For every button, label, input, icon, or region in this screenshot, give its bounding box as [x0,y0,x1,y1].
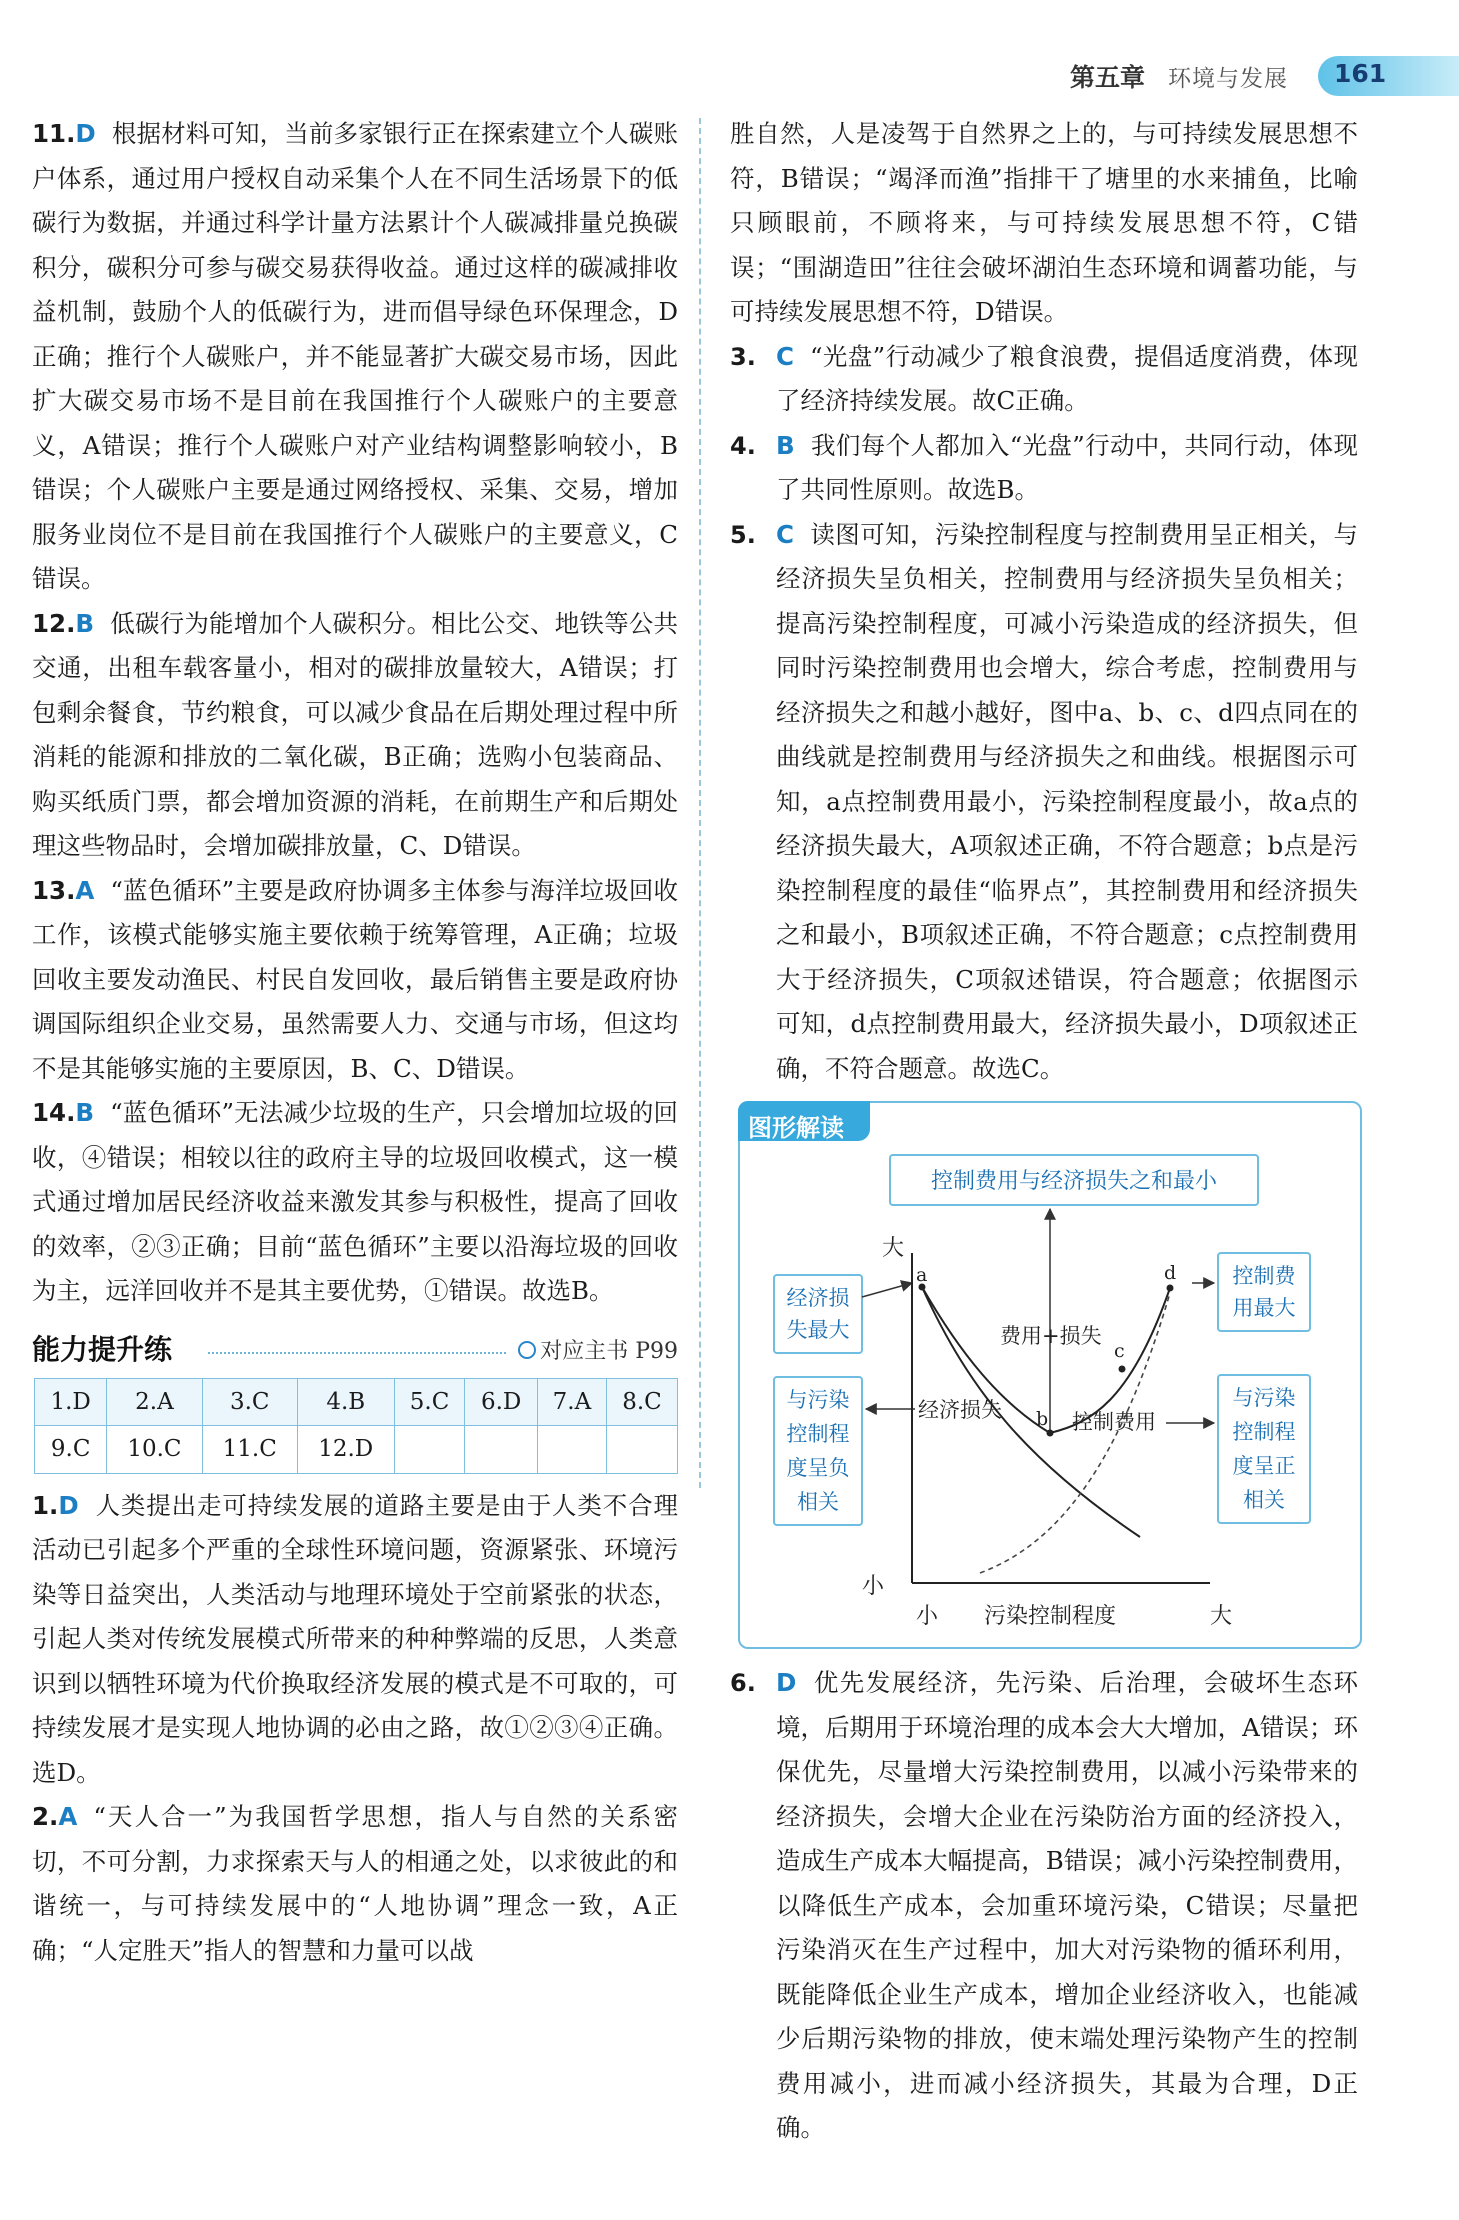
figure-tag [738,1101,870,1141]
question-number: 2. [32,1802,59,1831]
answer-item [730,1661,1358,2151]
page-number: 161 [1334,59,1387,88]
note-box-line: 用最大 [1232,1296,1296,1320]
question-number: 12. [32,608,76,638]
table-cell: 7.A [537,1378,606,1426]
section-reference-text: 对应主书 P99 [540,1338,678,1364]
figure-tag-label: 图形解读 [748,1114,844,1142]
answer-text: 优先发展经济，先污染、后治理，会破坏生态环境，后期用于环境治理的成本会大大增加，A错误；环保优先，尽量增大污染控制费用，以减小污染带来的经济损失，会增大企业在污染防治方面的经济投入，造成生产成本大幅提高，B错误；减小污染控制费用，以降低生产成本，会加重环境污染，C错误；尽量把污染消灭在生产过程中，加大对污染物的循环利用，既能降低企业生产成本，增加企业经济收入，也能减少后期污染物的排放，使末端处理污染物产生的控制费用减小，进而减小经济损失，其最为合理，D正确。 [776,1668,1358,2142]
answer-text: “蓝色循环”主要是政府协调多主体参与海洋垃圾回收工作，该模式能够实施主要依赖于统筹管理，A正确；垃圾回收主要发动渔民、村民自发回收，最后销售主要是政府协调国际组织企业交易，虽然需要人力、交通与市场，但这均不是其能够实施的主要原因，B、C、D错误。 [32,875,678,1083]
table-cell: 9.C [35,1426,107,1474]
answer-continuation: 胜自然，人是凌驾于自然界之上的，与可持续发展思想不符，B错误；“竭泽而渔”指排干了塘里的水来捕鱼，比喻只顾眼前，不顾将来，与可持续发展思想不符，C错误；“围湖造田”往往会破坏湖泊生态环境和调蓄功能，与可持续发展思想不符，D错误。 [730,119,1358,326]
curve-sum-label: 费用+损失 [1000,1324,1102,1348]
note-box-line: 控制程 [786,1422,850,1446]
magnifier-icon [518,1341,536,1359]
question-number: 3. [730,342,756,371]
table-cell [394,1426,465,1474]
table-cell: 2.A [107,1378,202,1426]
table-cell: 5.C [394,1378,465,1426]
point-c [1119,1366,1126,1373]
answer-item [730,513,1358,1092]
answer-text: 人类提出走可持续发展的道路主要是由于人类不合理活动已引起多个严重的全球性环境问题，资源紧张、环境污染等日益突出，人类活动与地理环境处于空前紧张的状态，引起人类对传统发展模式所带来的种种弊端的反思，人类意识到以牺牲环境为代价换取经济发展的模式是不可取的，可持续发展才是实现人地协调的必由之路，故①②③④正确。选D。 [32,1490,678,1787]
note-box-line: 失最大 [786,1318,850,1342]
answer-key-table [34,1378,678,1474]
right-column [730,112,1358,2151]
question-number: 1. [32,1490,59,1520]
page-header [1040,56,1459,96]
answer-item [32,1795,678,1973]
note-box-line: 控制程 [1232,1420,1296,1444]
answer-letter: C [776,519,794,549]
question-number: 14. [32,1098,76,1127]
answer-item [32,112,678,602]
point-d [1167,1285,1174,1292]
table-cell: 1.D [35,1378,107,1426]
answer-text: “蓝色循环”无法减少垃圾的生产，只会增加垃圾的回收，④错误；相较以往的政府主导的垃圾回收模式，这一模式通过增加居民经济收益来激发其参与积极性，提高了回收的效率，②③正确；目前“蓝色循环”主要以沿海垃圾的回收为主，远洋回收并不是其主要优势，①错误。故选B。 [32,1098,678,1305]
y-axis-max-label: 大 [882,1236,905,1261]
arrow [862,1283,912,1297]
note-box-line: 与污染 [786,1388,850,1412]
answer-letter: B [75,608,95,638]
chapter-title: 环境与发展 [1168,66,1288,92]
table-row [35,1378,678,1426]
table-cell: 10.C [107,1426,202,1474]
column-divider [699,118,701,1488]
answer-text: 根据材料可知，当前多家银行正在探索建立个人碳账户体系，通过用户授权自动采集个人在不同生活场景下的低碳行为数据，并通过科学计量方法累计个人碳减排量兑换碳积分，碳积分可参与碳交易获得收益。通过这样的碳减排收益机制，鼓励个人的低碳行为，进而倡导绿色环保理念，D正确；推行个人碳账户，并不能显著扩大碳交易市场，因此扩大碳交易市场不是目前在我国推行个人碳账户的主要意义，A错误；推行个人碳账户对产业结构调整影响较小，B错误；个人碳账户主要是通过网络授权、采集、交易，增加服务业岗位不是目前在我国推行个人碳账户的主要意义，C错误。 [32,119,678,593]
answer-letter: A [75,875,95,905]
question-number: 4. [730,431,756,460]
table-cell [607,1426,678,1474]
point-b-label: b [1036,1408,1049,1430]
question-number: 11. [32,119,76,148]
note-box-line: 相关 [797,1490,839,1514]
figure-diagram [740,1103,1360,1647]
answer-item [32,1484,678,1796]
table-cell [537,1426,606,1474]
page-number-badge [1318,56,1459,96]
answer-item [32,869,678,1092]
section-reference [518,1330,678,1375]
table-cell: 12.D [297,1426,394,1474]
figure-panel [738,1101,1362,1649]
note-box-line: 与污染 [1232,1386,1296,1410]
answer-text: “光盘”行动减少了粮食浪费，提倡适度消费，体现了经济持续发展。故C正确。 [776,341,1358,415]
answer-letter: B [75,1098,95,1127]
curve-cost-label: 控制费用 [1072,1410,1156,1434]
question-number: 13. [32,875,76,905]
note-box-line: 控制费 [1232,1264,1296,1288]
point-c-label: c [1114,1340,1125,1362]
answer-letter: B [776,430,795,460]
note-box-line: 经济损 [786,1286,850,1310]
point-b [1047,1430,1054,1437]
note-box-line: 度呈正 [1232,1454,1296,1478]
chapter-label: 第五章 [1070,63,1146,92]
x-axis-title: 污染控制程度 [984,1604,1117,1629]
question-number: 5. [730,520,756,549]
x-axis-min-label: 小 [916,1604,939,1629]
answer-text: 读图可知，污染控制程度与控制费用呈正相关，与经济损失呈负相关，控制费用与经济损失呈负相关；提高污染控制程度，可减小污染造成的经济损失，但同时污染控制费用也会增大，综合考虑，控制费用与经济损失之和越小越好，图中a、b、c、d四点同在的曲线就是控制费用与经济损失之和曲线。根据图示可知，a点控制费用最小，污染控制程度最小，故a点的经济损失最大，A项叙述正确，不符合题意；b点是污染控制程度的最佳“临界点”，其控制费用和经济损失之和最小，B项叙述正确，不符合题意；c点控制费用大于经济损失，C项叙述错误，符合题意；依据图示可知，d点控制费用最大，经济损失最小，D项叙述正确，不符合题意。故选C。 [776,519,1358,1083]
answer-item [730,424,1358,513]
x-axis-max-label: 大 [1210,1604,1233,1629]
table-cell: 11.C [202,1426,297,1474]
note-box-line: 度呈负 [786,1456,850,1480]
answer-item [32,1091,678,1314]
question-number: 6. [730,1669,756,1697]
answer-text: “天人合一”为我国哲学思想，指人与自然的关系密切，不可分割，力求探索天与人的相通之处，以求彼此的和谐统一，与可持续发展中的“人地协调”理念一致，A正确；“人定胜天”指人的智慧和力量可以战 [32,1802,678,1965]
answer-letter: D [75,119,96,148]
answer-text: 低碳行为能增加个人碳积分。相比公交、地铁等公共交通，出租车载客量小，相对的碳排放量较大，A错误；打包剩余餐食，节约粮食，可以减少食品在后期处理过程中所消耗的能源和排放的二氧化碳，B正确；选购小包装商品、购买纸质门票，都会增加资源的消耗，在前期生产和后期处理这些物品时，会增加碳排放量，C、D错误。 [32,608,678,860]
table-cell: 8.C [607,1378,678,1426]
table-cell: 3.C [202,1378,297,1426]
answer-letter: D [776,1668,797,1697]
curve-loss-label: 经济损失 [918,1398,1002,1422]
answer-item [32,602,678,869]
summary-box-label: 控制费用与经济损失之和最小 [930,1169,1218,1194]
table-cell [465,1426,537,1474]
answer-item [730,335,1358,424]
answer-letter: C [776,341,794,371]
answer-text: 我们每个人都加入“光盘”行动中，共同行动，体现了共同性原则。故选B。 [776,430,1358,504]
table-cell: 6.D [465,1378,537,1426]
section-dotted-line [208,1352,506,1354]
answer-letter: D [58,1490,79,1520]
table-row [35,1426,678,1474]
table-cell: 4.B [297,1378,394,1426]
left-column [32,112,678,1973]
y-axis-min-label: 小 [862,1574,885,1599]
point-d-label: d [1164,1262,1177,1284]
section-header [32,1328,678,1372]
point-a-label: a [916,1264,928,1286]
section-title: 能力提升练 [32,1332,173,1366]
answer-letter: A [58,1802,78,1831]
note-box-line: 相关 [1243,1488,1285,1512]
